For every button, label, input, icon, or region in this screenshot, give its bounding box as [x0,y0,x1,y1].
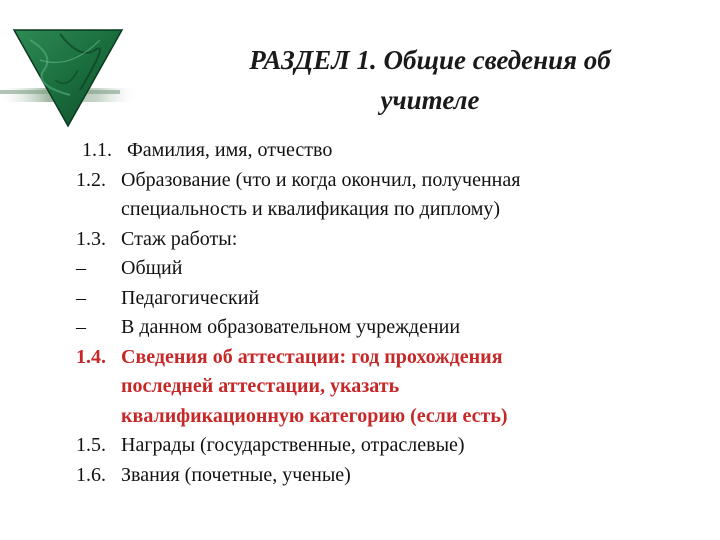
list-item [76,431,696,461]
list-item-highlighted [76,343,696,373]
logo-triangle-icon [0,0,150,130]
title-line-1: РАЗДЕЛ 1. Общие сведения об [249,45,611,75]
item-number: 1.6. [76,463,106,486]
item-text-continuation: квалификационную категорию (если есть) [121,404,508,427]
item-text-continuation: специальность и квалификация по диплому) [121,198,501,220]
list-item [76,313,696,343]
item-number: 1.5. [76,434,106,456]
item-text-continuation: последней аттестации, указать [121,375,400,397]
item-text: Фамилия, имя, отчество [127,139,333,161]
item-number: 1.2. [76,168,106,191]
item-number: 1.4. [76,345,106,368]
item-text: Общий [121,257,183,279]
title-line-2: учителе [380,85,480,115]
item-text: Звания (почетные, ученые) [121,463,351,486]
item-text: Образование (что и когда окончил, полученная [121,168,521,191]
list-item [76,284,696,314]
list-item [76,225,696,255]
list-item [76,254,696,284]
item-text: Стаж работы: [121,227,238,250]
item-dash: – [76,316,86,338]
item-text: В данном образовательном учреждении [121,316,461,338]
item-text: Педагогический [121,286,260,309]
list-item [76,461,696,491]
item-number: 1.3. [76,227,106,250]
item-dash: – [76,257,86,279]
item-number: 1.1. [82,139,112,161]
item-text: Сведения об аттестации: год прохождения [121,345,503,368]
item-text: Награды (государственные, отраслевые) [121,434,465,456]
item-dash: – [76,286,86,309]
section-content [76,136,696,490]
list-item [76,136,696,166]
list-item [76,166,696,196]
page-title [170,40,690,120]
